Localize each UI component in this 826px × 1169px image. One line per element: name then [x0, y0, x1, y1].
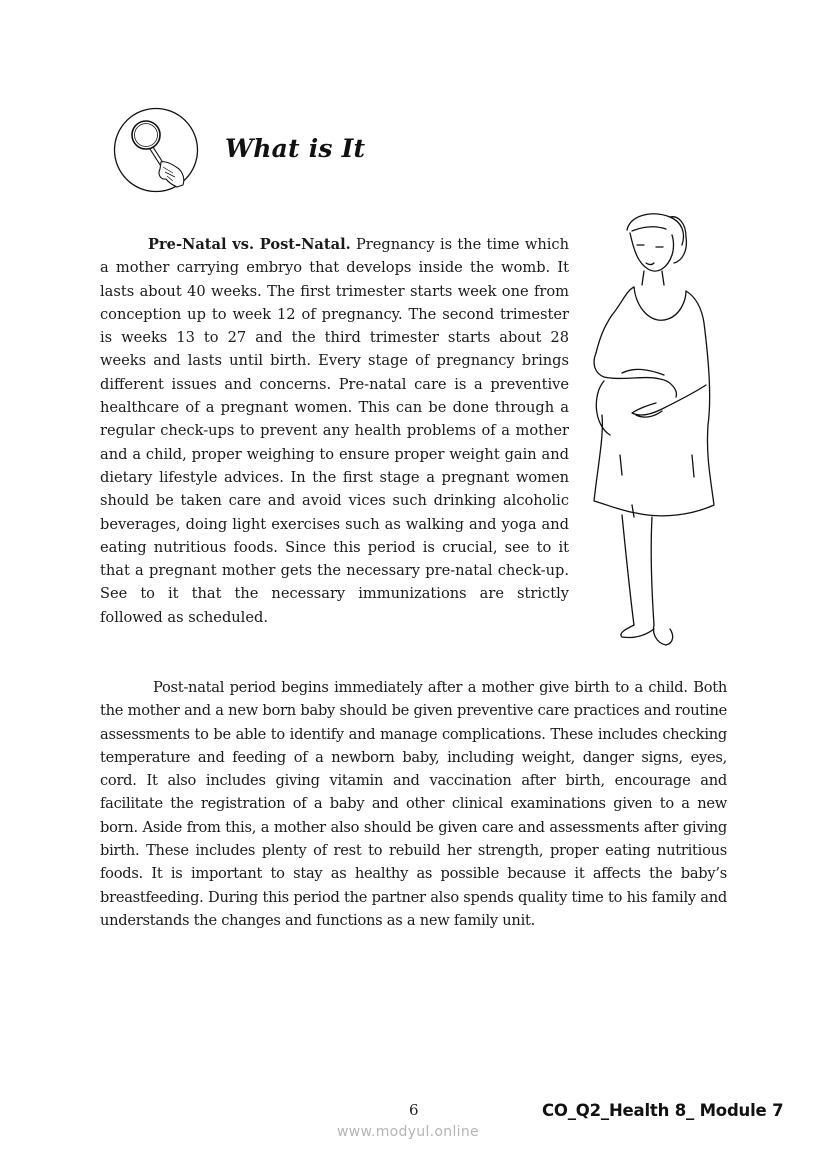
pregnant-woman-illustration — [582, 205, 722, 650]
paragraph-lead: Pre-Natal vs. Post-Natal. — [148, 236, 351, 253]
prenatal-text: Pregnancy is the time which a mother carrying embryo that develops inside the womb. It lasts about 40 weeks. The first trimester starts week one from conception up to week 12 of pregnancy. The second trimester is weeks 13 to 27 and the third trimester starts about 28 weeks and lasts until birth. Every stage of pregnancy brings different issues and concerns. Pre-natal care is a preventive healthcare of a pregnant women. This can be done through a regular check-ups to prevent any health problems of a mother and a child, proper weighing to ensure proper weight gain and dietary lifestyle advices. In the first stage a pregnant women should be taken care and avoid vices such drinking alcoholic beverages, doing light exercises such as walking and yoga and eating nutritious foods. Since this period is crucial, see to it that a pregnant mother gets the necessary pre-natal check-up. See to it that the necessary immunizations are strictly followed as scheduled. — [100, 236, 569, 626]
postnatal-text: Post-natal period begins immediately after a mother give birth to a child. Both the mother and a new born baby should be given preventive care practices and routine assessments to be able to identify and manage complications. These includes checking temperature and feeding of a newborn baby, including weight, danger signs, eyes, cord. It also includes giving vitamin and vaccination after birth, encourage and facilitate the registration of a baby and other clinical examinations given to a new born. Aside from this, a mother also should be given care and assessments after giving birth. These includes plenty of rest to rebuild her strength, proper eating nutritious foods. It is important to stay as healthy as possible because it affects the baby’s breastfeeding. During this period the partner also spends quality time to his family and understands the changes and functions as a new family unit. — [100, 679, 727, 929]
module-code: CO_Q2_Health 8_ Module 7 — [542, 1101, 784, 1120]
prenatal-paragraph — [100, 233, 569, 629]
magnifying-glass-icon — [113, 107, 199, 193]
watermark: www.modyul.online — [337, 1124, 479, 1140]
page-number: 6 — [409, 1101, 419, 1119]
section-title: What is It — [225, 134, 366, 163]
postnatal-paragraph — [100, 676, 727, 932]
